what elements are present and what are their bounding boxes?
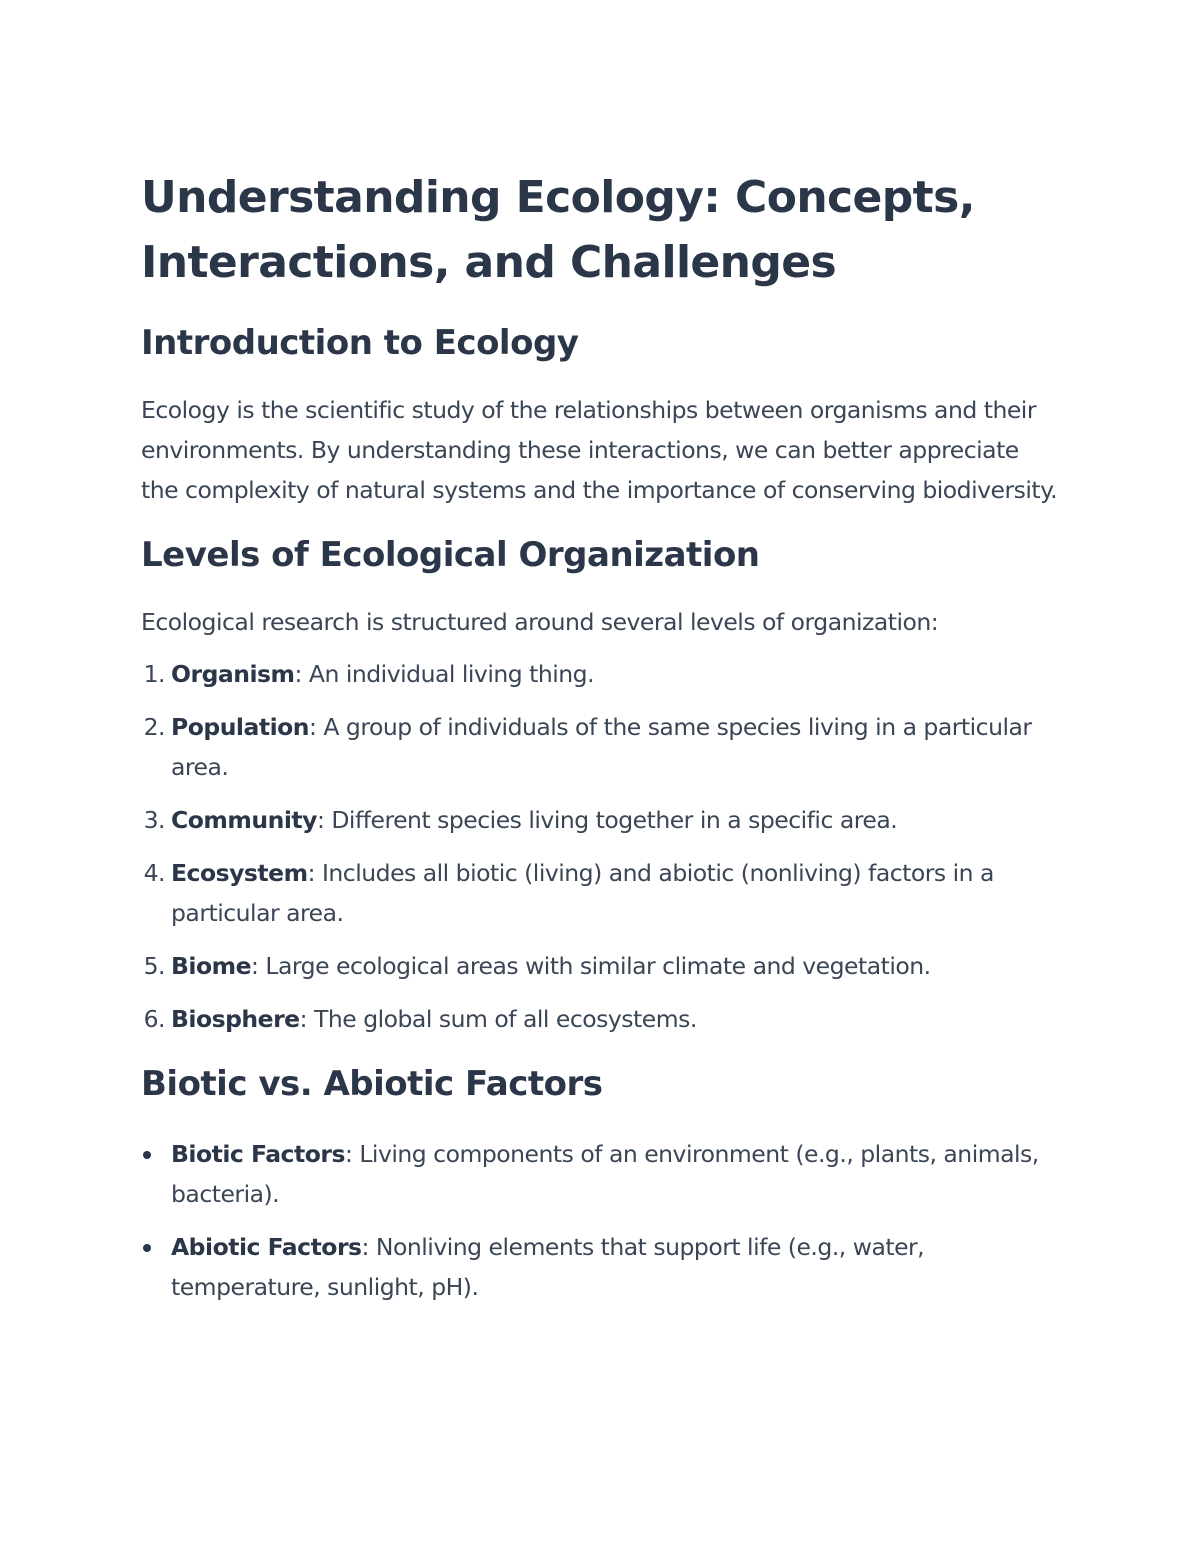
list-description: : The global sum of all ecosystems. — [299, 1005, 697, 1033]
list-number: 6. — [143, 1005, 165, 1033]
factors-list — [141, 1134, 1061, 1307]
list-item — [141, 999, 1061, 1039]
list-description: : Living components of an environment (e.g., plants, animals, bacteria). — [171, 1140, 1039, 1208]
section-heading-introduction: Introduction to Ecology — [141, 323, 579, 363]
list-item — [141, 853, 1061, 933]
bullet-icon — [143, 1244, 151, 1252]
list-term: Biotic Factors — [171, 1140, 345, 1168]
list-item — [141, 946, 1061, 986]
document-title: Understanding Ecology: Concepts, Interactions, and Challenges — [141, 172, 975, 288]
list-description: : Nonliving elements that support life (e.g., water, temperature, sunlight, pH). — [171, 1233, 925, 1301]
list-term: Organism — [171, 660, 295, 688]
list-description: : Includes all biotic (living) and abiotic (nonliving) factors in a particular area. — [171, 859, 994, 927]
list-description: : A group of individuals of the same species living in a particular area. — [171, 713, 1032, 781]
list-item — [141, 707, 1061, 787]
list-number: 4. — [143, 859, 165, 887]
list-term: Biome — [171, 952, 252, 980]
list-number: 2. — [143, 713, 165, 741]
list-term: Community — [171, 806, 317, 834]
list-item — [141, 654, 1061, 694]
list-item — [141, 800, 1061, 840]
list-item — [141, 1134, 1061, 1214]
section-heading-factors: Biotic vs. Abiotic Factors — [141, 1064, 603, 1104]
levels-list — [141, 654, 1061, 1039]
list-number: 1. — [143, 660, 165, 688]
section-heading-levels: Levels of Ecological Organization — [141, 535, 760, 575]
list-description: : Large ecological areas with similar climate and vegetation. — [251, 952, 931, 980]
list-number: 5. — [143, 952, 165, 980]
list-description: : Different species living together in a specific area. — [316, 806, 898, 834]
list-term: Abiotic Factors — [171, 1233, 362, 1261]
list-item — [141, 1227, 1061, 1307]
document-page — [141, 165, 1061, 1320]
list-term: Ecosystem — [171, 859, 308, 887]
levels-lead-paragraph: Ecological research is structured around several levels of organization: — [141, 608, 939, 636]
list-number: 3. — [143, 806, 165, 834]
intro-paragraph: Ecology is the scientific study of the relationships between organisms and their environments. By understanding these interactions, we can better appreciate the complexity of natural systems and the importance of conserving biodiversity. — [141, 396, 1058, 504]
list-description: : An individual living thing. — [294, 660, 595, 688]
bullet-icon — [143, 1151, 151, 1159]
list-term: Biosphere — [171, 1005, 300, 1033]
list-term: Population — [171, 713, 309, 741]
